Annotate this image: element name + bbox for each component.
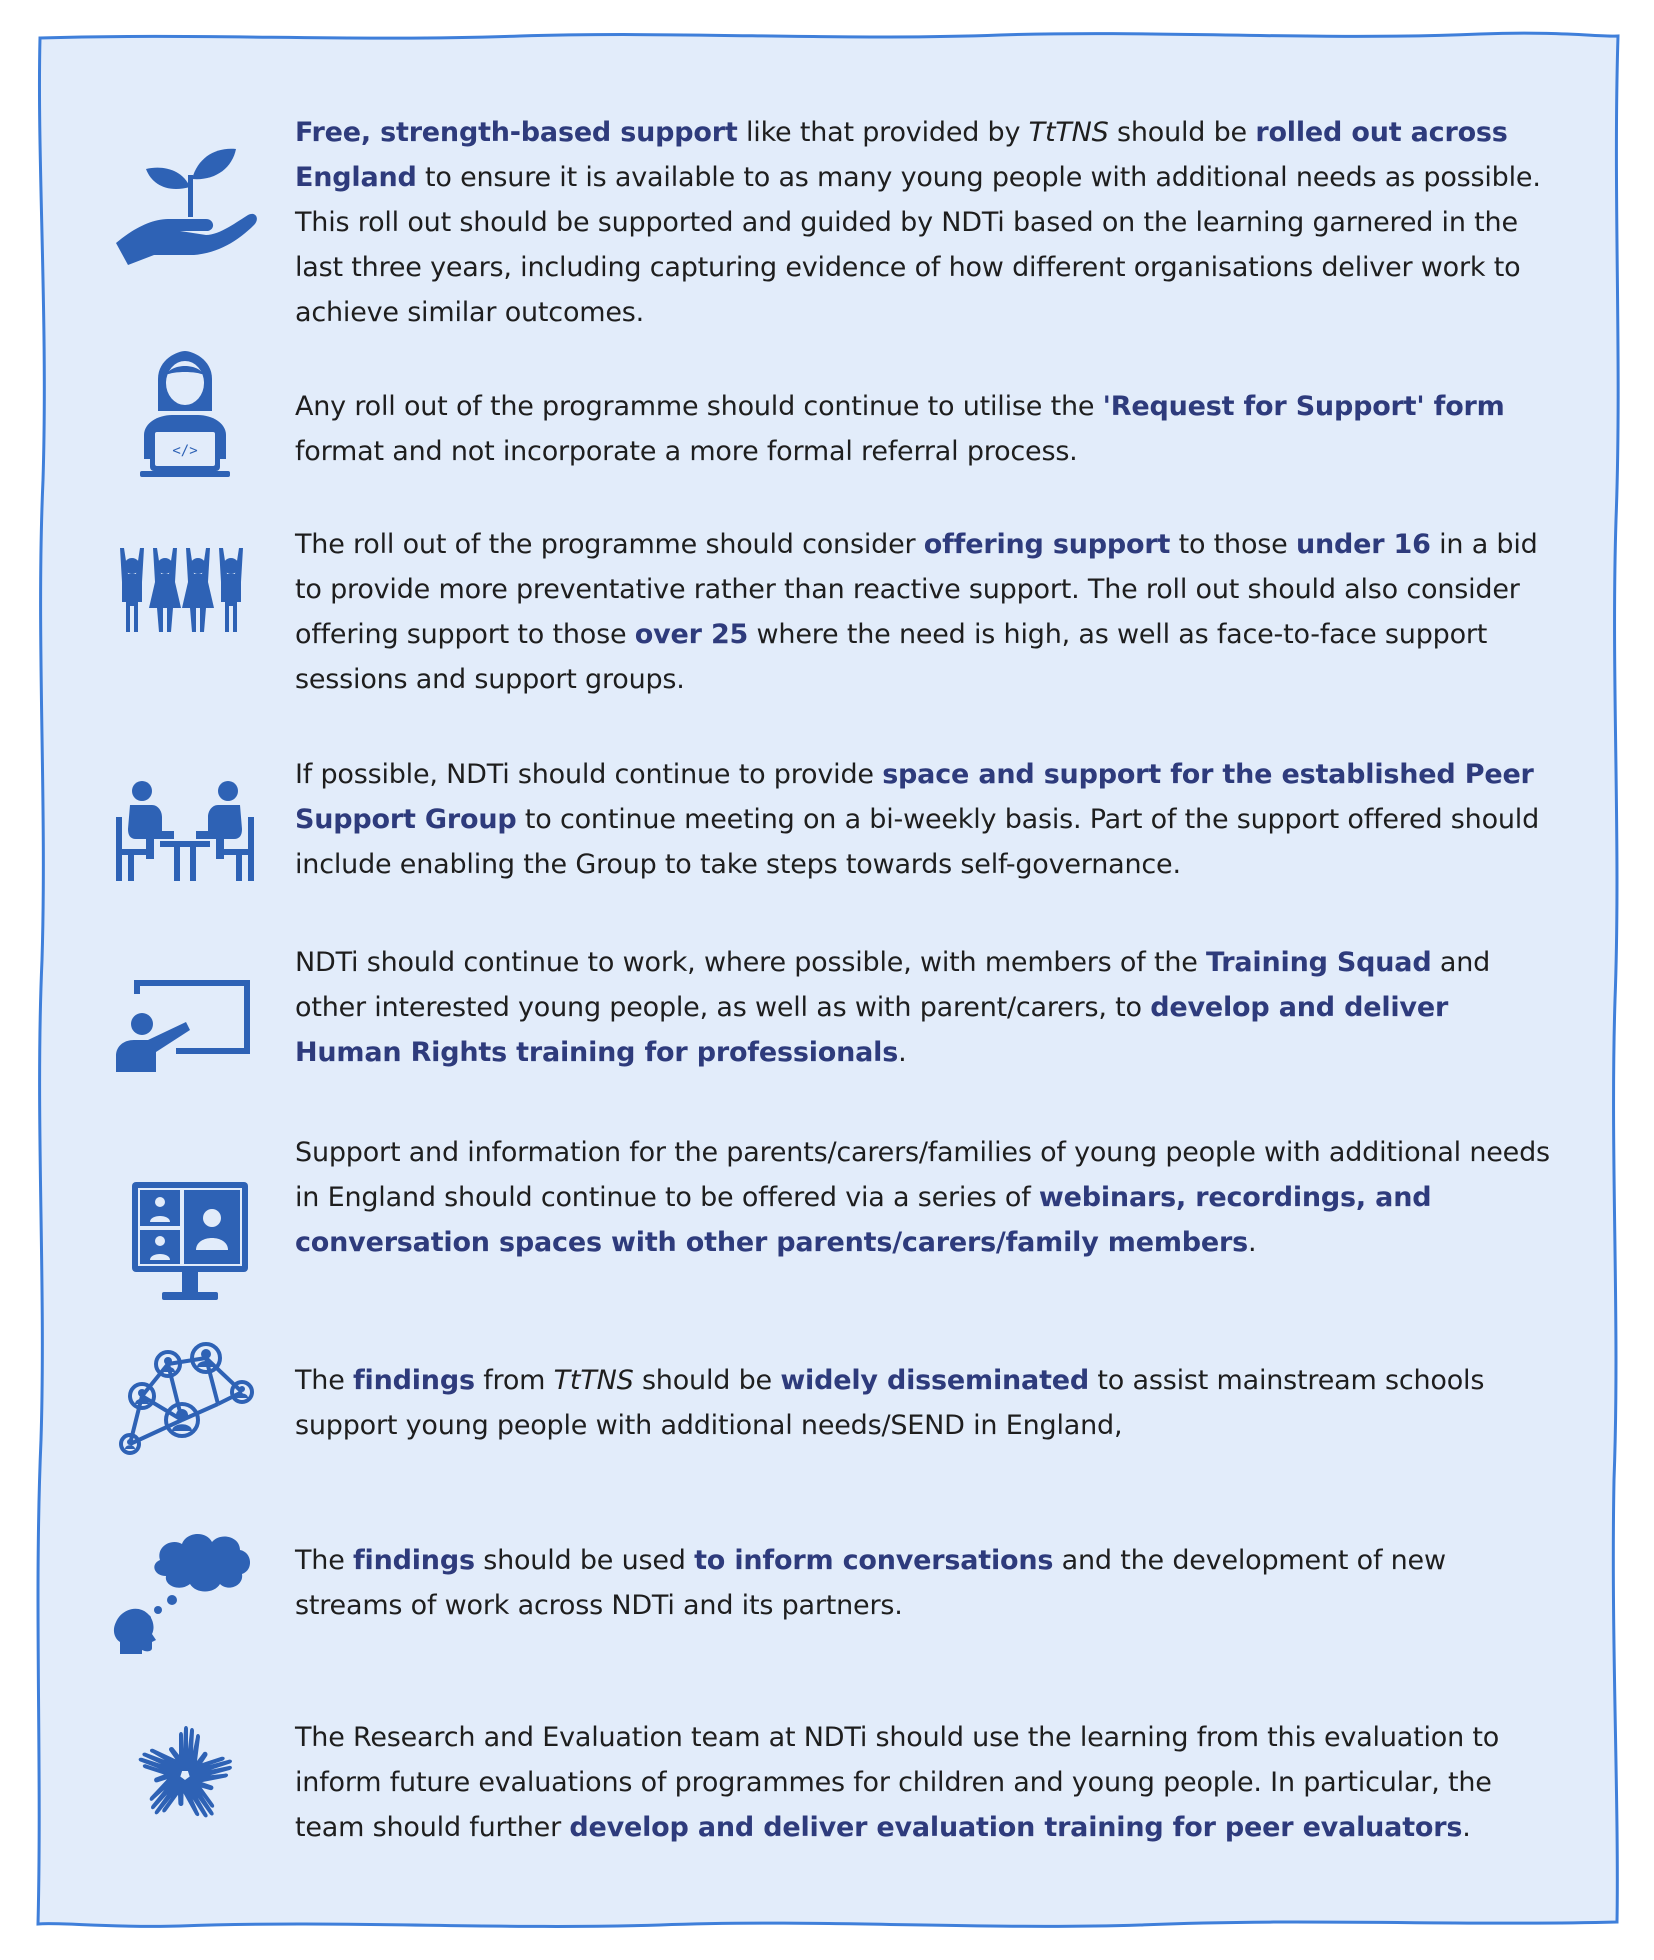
meeting-table-icon <box>110 777 260 907</box>
plant-in-hand-icon <box>110 135 260 265</box>
text-run: and other interested young people, as well as with parent/carers, to <box>295 947 1491 1023</box>
recommendation-text <box>295 110 1560 335</box>
highlighted-phrase: develop and deliver Human Rights training for professionals <box>295 992 1449 1068</box>
highlighted-phrase: findings <box>353 1545 475 1576</box>
text-run: should be used <box>474 1545 695 1576</box>
svg-text:</>: </> <box>172 443 198 459</box>
text-run: should be <box>1108 117 1256 148</box>
highlighted-phrase: findings <box>353 1365 475 1396</box>
presenter-board-icon <box>110 960 260 1090</box>
text-run: The roll out of the programme should consider <box>295 529 924 560</box>
text-run: . <box>898 1037 907 1068</box>
text-run: to continue meeting on a bi-weekly basis. Part of the support offered should include enabling the Group to take steps towards self-governance. <box>295 804 1540 880</box>
highlighted-phrase: develop and deliver evaluation training for peer evaluators <box>569 1812 1463 1843</box>
text-run: . <box>1248 1227 1257 1258</box>
people-network-icon <box>110 1334 260 1464</box>
recommendation-text <box>295 752 1560 887</box>
recommendation-text <box>295 1130 1560 1265</box>
highlighted-phrase: Free, strength-based support <box>295 117 738 148</box>
person-laptop-icon <box>110 349 260 479</box>
highlighted-phrase: 'Request for Support' form <box>1102 391 1505 422</box>
recommendation-text <box>295 1358 1560 1448</box>
highlighted-phrase: under 16 <box>1295 529 1431 560</box>
italic-phrase: TtTNS <box>553 1365 634 1396</box>
recommendation-text <box>295 522 1560 702</box>
text-run: The <box>295 1545 353 1576</box>
recommendation-text <box>295 1715 1560 1850</box>
hands-circle-icon <box>110 1713 260 1843</box>
text-run: NDTi should continue to work, where possible, with members of the <box>295 947 1207 978</box>
highlighted-phrase: space and support for the established Peer Support Group <box>295 759 1534 835</box>
highlighted-phrase: over 25 <box>634 619 749 650</box>
text-run: . <box>1462 1812 1471 1843</box>
text-run: The <box>295 1365 353 1396</box>
recommendation-text <box>295 940 1560 1075</box>
text-run: and the development of new streams of work across NDTi and its partners. <box>295 1545 1446 1621</box>
video-conference-icon <box>110 1180 260 1310</box>
text-run: from <box>474 1365 554 1396</box>
highlighted-phrase: webinars, recordings, and conversation spaces with other parents/carers/family members <box>295 1182 1432 1258</box>
text-run: format and not incorporate a more formal referral process. <box>295 436 1078 467</box>
text-run: The Research and Evaluation team at NDTi should use the learning from this evaluation to inform future evaluations of programmes for children and young people. In particular, the team should further <box>295 1722 1500 1843</box>
text-run: Support and information for the parents/carers/families of young people with additional needs in England should continue to be offered via a series of <box>295 1137 1550 1213</box>
text-run: If possible, NDTi should continue to provide <box>295 759 883 790</box>
recommendation-text <box>295 1538 1560 1628</box>
highlighted-phrase: rolled out across England <box>295 117 1508 193</box>
text-run: where the need is high, as well as face-to-face support sessions and support groups. <box>295 619 1488 695</box>
text-run: in a bid to provide more preventative rather than reactive support. The roll out should also consider offering support to those <box>295 529 1538 650</box>
text-run: Any roll out of the programme should continue to utilise the <box>295 391 1103 422</box>
highlighted-phrase: Training Squad <box>1206 947 1432 978</box>
text-run: to those <box>1170 529 1296 560</box>
text-run: to ensure it is available to as many young people with additional needs as possible. This roll out should be supported and guided by NDTi based on the learning garnered in the last three years, including capturing evidence of how different organisations deliver work to achieve similar outcomes. <box>295 162 1541 328</box>
highlighted-phrase: offering support <box>923 529 1171 560</box>
text-run: should be <box>633 1365 781 1396</box>
young-people-group-icon <box>110 542 260 672</box>
thinking-head-icon <box>110 1524 260 1654</box>
recommendation-text <box>295 384 1560 474</box>
highlighted-phrase: to inform conversations <box>694 1545 1054 1576</box>
text-run: to assist mainstream schools support young people with additional needs/SEND in England, <box>295 1365 1485 1441</box>
text-run: like that provided by <box>737 117 1029 148</box>
italic-phrase: TtTNS <box>1028 117 1109 148</box>
highlighted-phrase: widely disseminated <box>780 1365 1090 1396</box>
